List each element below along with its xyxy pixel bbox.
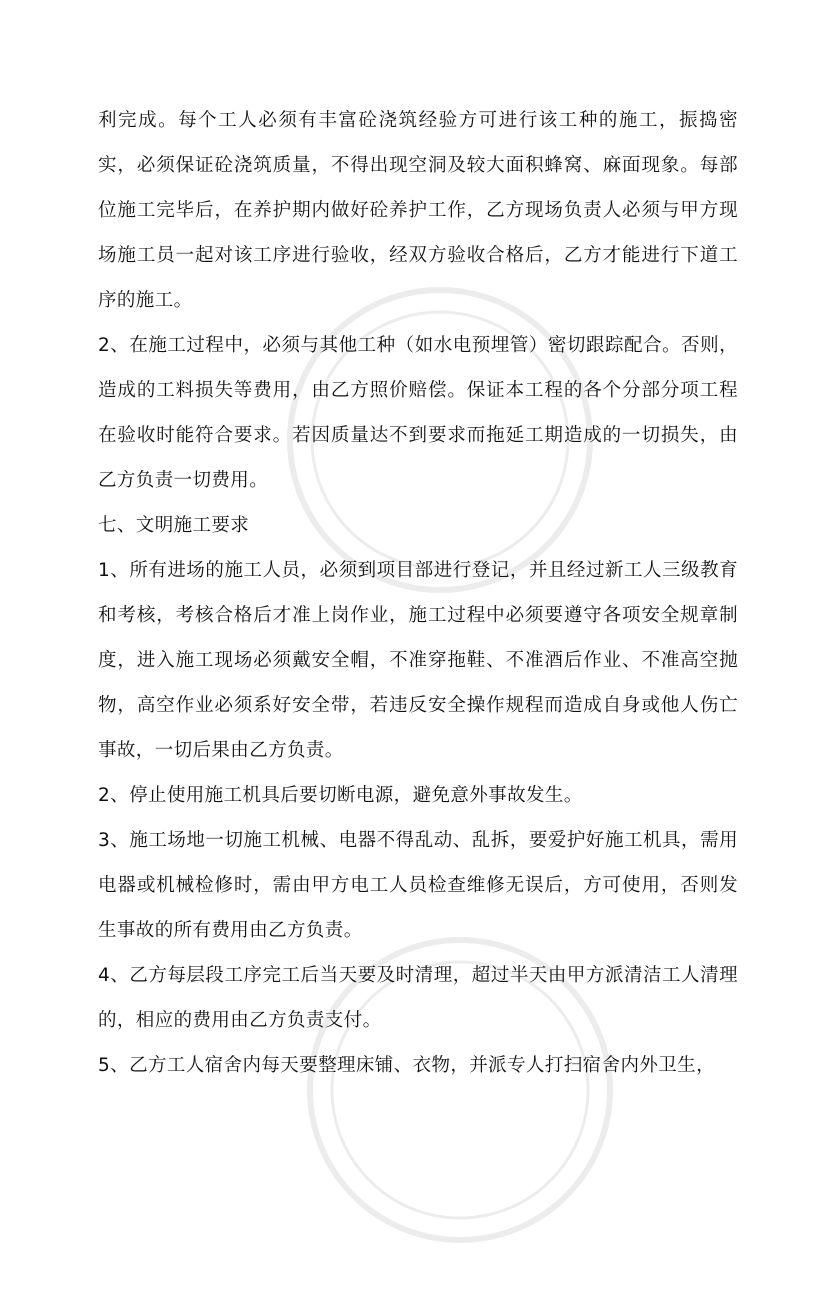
paragraph-rule-1: 1、所有进场的施工人员，必须到项目部进行登记，并且经过新工人三级教育和考核，考核合格后才准上岗作业，施工过程中必须要遵守各项安全规章制度，进入施工现场必须戴安全帽，不准穿拖鞋、不准酒后作业、不准高空抛物，高空作业必须系好安全带，若违反安全操作规程而造成自身或他人伤亡事故，一切后果由乙方负责。 bbox=[98, 560, 738, 761]
paragraph-rule-2: 2、停止使用施工机具后要切断电源，避免意外事故发生。 bbox=[98, 785, 583, 806]
paragraph-rule-3: 3、施工场地一切施工机械、电器不得乱动、乱拆，要爱护好施工机具，需用电器或机械检修时，需由甲方电工人员检查维修无误后，方可使用，否则发生事故的所有费用由乙方负责。 bbox=[98, 830, 738, 941]
paragraph-rule-5: 5、乙方工人宿舍内每天要整理床铺、衣物，并派专人打扫宿舍内外卫生， bbox=[98, 1055, 715, 1076]
paragraph-rule-4: 4、乙方每层段工序完工后当天要及时清理，超过半天由甲方派清洁工人清理的，相应的费用由乙方负责支付。 bbox=[98, 965, 738, 1031]
paragraph-continued: 利完成。每个工人必须有丰富砼浇筑经验方可进行该工种的施工，振捣密实，必须保证砼浇筑质量，不得出现空洞及较大面积蜂窝、麻面现象。每部位施工完毕后，在养护期内做好砼养护工作，乙方现场负责人必须与甲方现场施工员一起对该工序进行验收，经双方验收合格后，乙方才能进行下道工序的施工。 bbox=[98, 110, 738, 311]
paragraph-item-2: 2、在施工过程中，必须与其他工种（如水电预埋管）密切跟踪配合。否则，造成的工料损失等费用，由乙方照价赔偿。保证本工程的各个分部分项工程在验收时能符合要求。若因质量达不到要求而拖延工期造成的一切损失，由乙方负责一切费用。 bbox=[98, 335, 738, 491]
body-text bbox=[98, 98, 738, 1088]
section-heading: 七、文明施工要求 bbox=[98, 515, 250, 536]
